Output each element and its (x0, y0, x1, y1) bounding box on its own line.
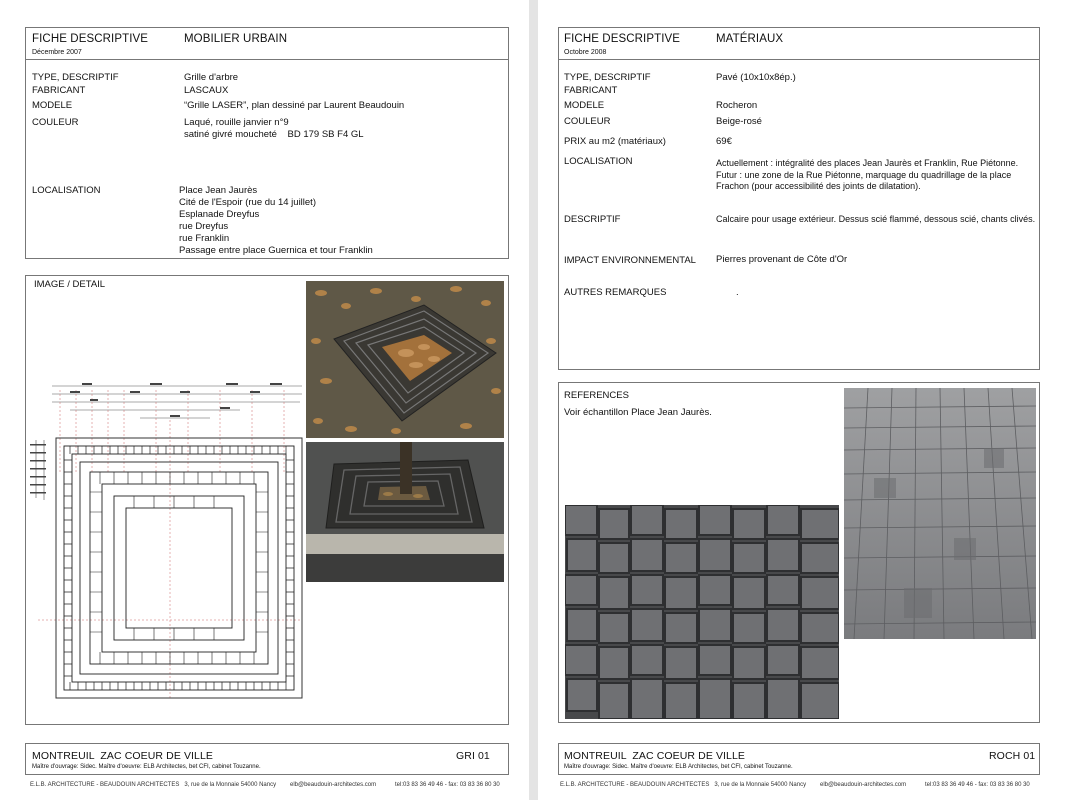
field-label-descriptif: DESCRIPTIF (564, 214, 621, 225)
localisation-line-2: Cité de l'Espoir (rue du 14 juillet) (179, 197, 316, 208)
footer-project-title: MONTREUIL ZAC COEUR DE VILLE (564, 750, 746, 762)
header-divider (26, 59, 508, 60)
sheet-category: MOBILIER URBAIN (184, 33, 288, 45)
sheet-materiaux (538, 0, 1067, 800)
sheet-title: FICHE DESCRIPTIVE (32, 33, 149, 45)
footer-sheet-code: ROCH 01 (989, 750, 1036, 762)
header-divider (559, 59, 1039, 60)
footer-box (25, 743, 509, 775)
references-box (558, 382, 1040, 723)
sheet-date: Décembre 2007 (32, 49, 82, 56)
field-value-couleur-ref: satiné givré moucheté BD 179 SB F4 GL (184, 129, 364, 140)
field-label-impact: IMPACT ENVIRONNEMENTAL (564, 255, 696, 266)
field-label-modele: MODELE (564, 100, 605, 111)
localisation-line-3: Esplanade Dreyfus (179, 209, 260, 220)
field-label-type: TYPE, DESCRIPTIF (564, 72, 651, 83)
contact-phone: tel:03 83 36 49 46 - fax: 03 83 36 80 30 (395, 782, 500, 788)
field-value-type: Pavé (10x10x8ép.) (716, 72, 796, 83)
sheet-title: FICHE DESCRIPTIVE (564, 33, 681, 45)
field-label-localisation: LOCALISATION (564, 156, 633, 167)
contact-email[interactable]: elb@beaudouin-architectes.com (820, 782, 907, 788)
contact-firm: E.L.B. ARCHITECTURE - BEAUDOUIN ARCHITECTES 3, rue de la Monnaie 54000 Nancy (560, 782, 807, 788)
field-label-localisation: LOCALISATION (32, 185, 101, 196)
footer-box (558, 743, 1040, 775)
localisation-line-4: rue Dreyfus (179, 221, 229, 232)
field-value-descriptif: Calcaire pour usage extérieur. Dessus scié flammé, dessous scié, chants clivés. (716, 214, 1036, 224)
field-value-couleur: Laqué, rouille janvier n°9 (184, 117, 289, 128)
photo-tree-grate-trunk (306, 442, 504, 582)
references-text: Voir échantillon Place Jean Jaurès. (564, 407, 712, 418)
localisation-line-1: Place Jean Jaurès (179, 185, 258, 196)
field-value-localisation: Actuellement : intégralité des places Jean Jaurès et Franklin, Rue Piétonne. Futur : une zone de la Rue Piétonne, marquage du quadrillage de la place Frachon (pour accessibilité des joints de dilatation). (716, 158, 1019, 191)
field-label-modele: MODELE (32, 100, 73, 111)
contact-phone: tel:03 83 36 49 46 - fax: 03 83 36 80 30 (925, 782, 1030, 788)
field-label-fabricant: FABRICANT (32, 85, 86, 96)
sheet-date: Octobre 2008 (564, 49, 607, 56)
sheet-category: MATÉRIAUX (716, 33, 784, 45)
field-value-couleur: Beige-rosé (716, 116, 762, 127)
localisation-line-6: Passage entre place Guernica et tour Franklin (179, 245, 373, 256)
photo-paving-closeup (565, 505, 839, 719)
field-label-type: TYPE, DESCRIPTIF (32, 72, 119, 83)
photo-tree-grate-leaves (306, 281, 504, 438)
field-value-fabricant: LASCAUX (184, 85, 229, 96)
field-label-prix: PRIX au m2 (matériaux) (564, 136, 666, 147)
image-detail-box (25, 275, 509, 725)
localisation-line-5: rue Franklin (179, 233, 230, 244)
field-value-impact: Pierres provenant de Côte d'Or (716, 254, 848, 265)
info-box (558, 27, 1040, 370)
field-value-remarques: . (736, 287, 739, 298)
field-value-modele: Rocheron (716, 100, 758, 111)
field-value-prix: 69€ (716, 136, 732, 147)
info-box (25, 27, 509, 259)
tree-grate-technical-drawing (30, 380, 308, 702)
photo-paving-perspective (844, 388, 1036, 639)
field-label-couleur: COULEUR (564, 116, 611, 127)
image-section-title: IMAGE / DETAIL (34, 279, 106, 290)
footer-credits: Maître d'ouvrage: Sidec. Maître d'oeuvre: ELB Architectes, bet CFI, cabinet Touzanne. (564, 764, 793, 770)
contact-firm: E.L.B. ARCHITECTURE - BEAUDOUIN ARCHITECTES 3, rue de la Monnaie 54000 Nancy (30, 782, 277, 788)
field-value-modele: “Grille LASER”, plan dessiné par Laurent Beaudouin (184, 100, 405, 111)
field-label-fabricant: FABRICANT (564, 85, 618, 96)
references-title: REFERENCES (564, 390, 629, 401)
sheet-mobilier-urbain (0, 0, 529, 800)
contact-email[interactable]: elb@beaudouin-architectes.com (290, 782, 377, 788)
field-value-type: Grille d'arbre (184, 72, 239, 83)
footer-credits: Maître d'ouvrage: Sidec. Maître d'oeuvre: ELB Architectes, bet CFI, cabinet Touzanne. (32, 764, 261, 770)
field-label-remarques: AUTRES REMARQUES (564, 287, 667, 298)
field-label-couleur: COULEUR (32, 117, 79, 128)
footer-project-title: MONTREUIL ZAC COEUR DE VILLE (32, 750, 214, 762)
footer-sheet-code: GRI 01 (456, 750, 490, 762)
